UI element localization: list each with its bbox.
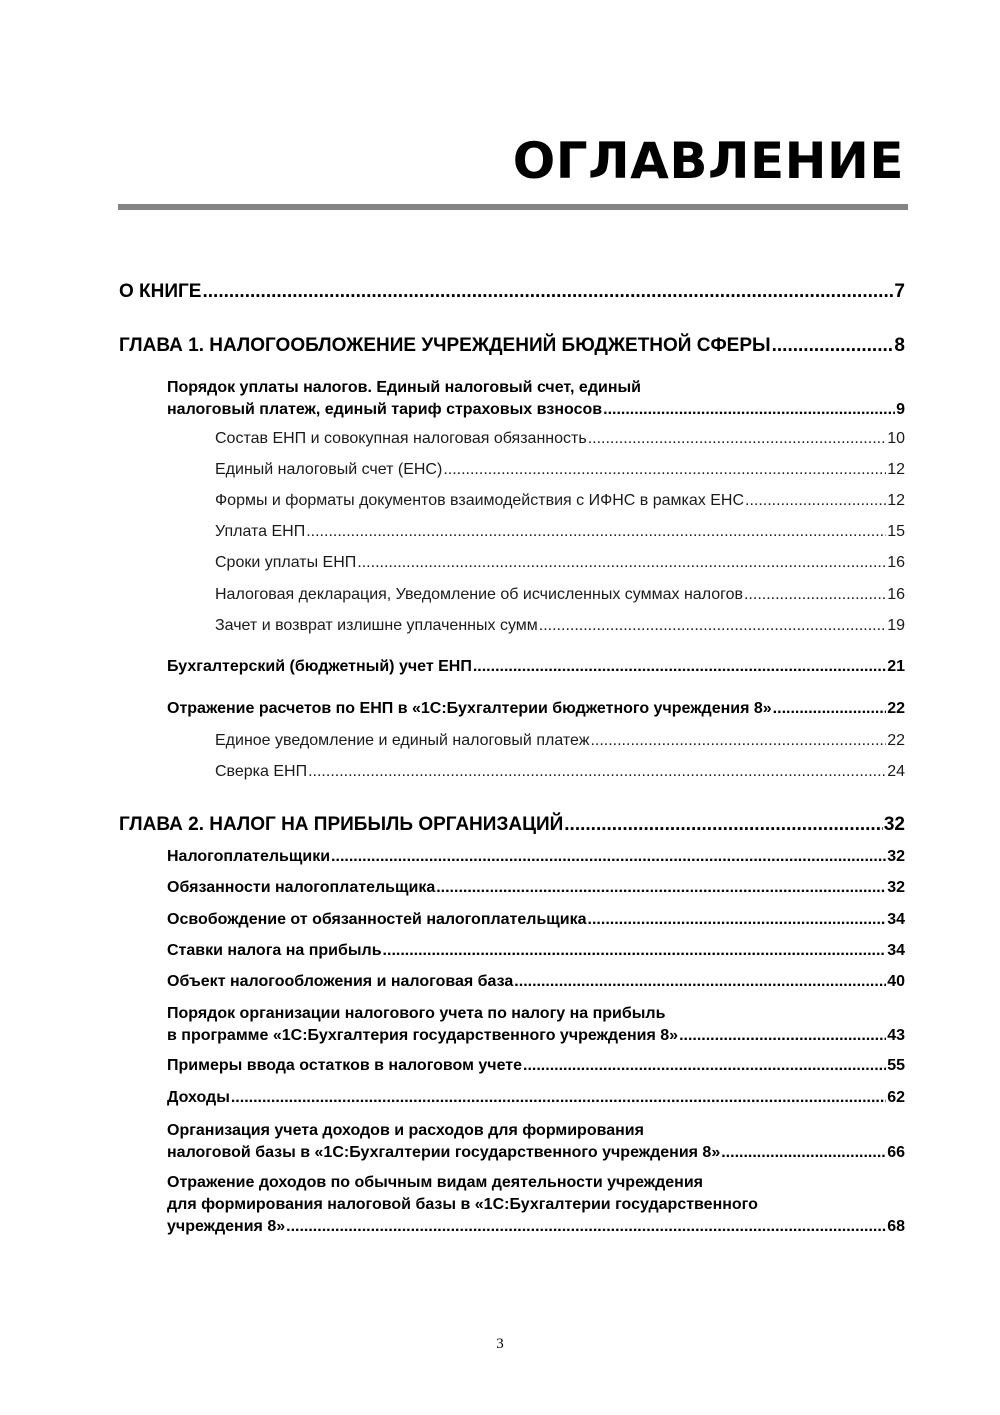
toc-entry-title-line: для формирования налоговой базы в «1С:Бухгалтерии государственного <box>167 1196 758 1213</box>
page-number: 3 <box>496 1336 504 1352</box>
toc-entry-title: Зачет и возврат излишне уплаченных сумм <box>215 617 538 634</box>
toc-page-number: 16 <box>887 554 905 571</box>
toc-entry-title: Доходы <box>167 1089 230 1106</box>
toc-entry-title: Освобождение от обязанностей налогоплательщика <box>167 911 587 928</box>
toc-page-number: 16 <box>887 586 905 603</box>
dot-leader <box>679 1025 886 1047</box>
toc-entry-tax-accounting-order[interactable] <box>167 1003 905 1047</box>
page-title: ОГЛАВЛЕНИЕ <box>512 132 904 190</box>
toc-entry-title: Состав ЕНП и совокупная налоговая обязанность <box>215 430 587 447</box>
toc-entry-document-forms[interactable] <box>215 492 905 510</box>
toc-page-number: 32 <box>883 814 905 835</box>
dot-leader <box>744 586 886 604</box>
toc-page-number: 34 <box>887 911 905 928</box>
toc-entry-chapter-1[interactable] <box>119 335 905 357</box>
toc-entry-tax-object[interactable] <box>167 973 905 991</box>
dot-leader <box>231 1089 886 1107</box>
toc-entry-accounting-enp[interactable] <box>167 658 905 676</box>
toc-entry-taxpayers[interactable] <box>167 848 905 866</box>
toc-entry-title: Формы и форматы документов взаимодействия с ИФНС в рамках ЕНС <box>215 492 744 509</box>
toc-page-number: 68 <box>887 1218 905 1235</box>
toc-entry-title-line: в программе «1С:Бухгалтерия государственного учреждения 8» <box>167 1027 679 1044</box>
toc-page-number: 43 <box>887 1027 905 1044</box>
dot-leader <box>306 523 886 541</box>
toc-entry-title: Обязанности налогоплательщика <box>167 879 436 896</box>
toc-entry-title-line: Порядок уплаты налогов. Единый налоговый счет, единый <box>167 379 641 396</box>
dot-leader <box>590 732 886 750</box>
toc-entry-duty-exemption[interactable] <box>167 911 905 929</box>
toc-entry-title: ГЛАВА 2. НАЛОГ НА ПРИБЫЛЬ ОРГАНИЗАЦИЙ <box>119 814 564 835</box>
dot-leader <box>588 911 887 929</box>
toc-entry-title: Уплата ЕНП <box>215 523 306 540</box>
dot-leader <box>773 700 887 718</box>
toc-entry-title: Объект налогообложения и налоговая база <box>167 973 514 990</box>
toc-entry-enp-payment[interactable] <box>215 523 905 541</box>
toc-page-number: 7 <box>894 281 905 302</box>
toc-page-number: 32 <box>887 848 905 865</box>
toc-entry-title: Единое уведомление и единый налоговый платеж <box>215 732 590 749</box>
title-divider <box>118 204 908 210</box>
toc-entry-title-line: налоговой базы в «1С:Бухгалтерии государственного учреждения 8» <box>167 1144 721 1161</box>
dot-leader <box>772 335 894 357</box>
toc-page-number: 32 <box>887 879 905 896</box>
dot-leader <box>603 399 895 421</box>
toc-entry-title: Примеры ввода остатков в налоговом учете <box>167 1057 523 1074</box>
toc-entry-title: О КНИГЕ <box>119 281 202 302</box>
toc-entry-offset-refund[interactable] <box>215 617 905 635</box>
dot-leader <box>745 492 886 510</box>
dot-leader <box>286 1216 886 1238</box>
dot-leader <box>357 554 886 572</box>
toc-entry-tax-declaration[interactable] <box>215 586 905 604</box>
toc-entry-taxpayer-duties[interactable] <box>167 879 905 897</box>
toc-page-number: 22 <box>887 700 905 717</box>
toc-entry-title: ГЛАВА 1. НАЛОГООБЛОЖЕНИЕ УЧРЕЖДЕНИЙ БЮДЖЕТНОЙ СФЕРЫ <box>119 335 771 356</box>
dot-leader <box>564 814 883 836</box>
dot-leader <box>383 942 887 960</box>
dot-leader <box>721 1142 886 1164</box>
toc-entry-enp-deadlines[interactable] <box>215 554 905 572</box>
toc-entry-single-notification[interactable] <box>215 732 905 750</box>
dot-leader <box>308 763 886 781</box>
dot-leader <box>539 617 886 635</box>
toc-page-number: 24 <box>887 763 905 780</box>
dot-leader <box>514 973 886 991</box>
toc-entry-title: Сверка ЕНП <box>215 763 308 780</box>
dot-leader <box>523 1057 886 1075</box>
toc-page-number: 19 <box>887 617 905 634</box>
toc-entry-chapter-2[interactable] <box>119 814 905 836</box>
toc-entry-title-line: Отражение доходов по обычным видам деятельности учреждения <box>167 1174 703 1191</box>
toc-entry-title: Сроки уплаты ЕНП <box>215 554 357 571</box>
toc-entry-title-line: учреждения 8» <box>167 1218 286 1235</box>
toc-entry-title: Налогоплательщики <box>167 848 331 865</box>
dot-leader <box>436 879 886 897</box>
toc-page-number: 8 <box>894 335 905 356</box>
toc-page-number: 12 <box>887 461 905 478</box>
toc-page-number: 55 <box>887 1057 905 1074</box>
toc-entry-tax-payment-order[interactable] <box>167 377 905 421</box>
toc-entry-title: Бухгалтерский (бюджетный) учет ЕНП <box>167 658 472 675</box>
toc-entry-about-book[interactable] <box>119 281 905 303</box>
toc-entry-enp-composition[interactable] <box>215 430 905 448</box>
toc-page-number: 62 <box>887 1089 905 1106</box>
toc-entry-enp-reconciliation[interactable] <box>215 763 905 781</box>
toc-entry-title: Отражение расчетов по ЕНП в «1С:Бухгалтерии бюджетного учреждения 8» <box>167 700 772 717</box>
toc-entry-tax-rates[interactable] <box>167 942 905 960</box>
toc-entry-balance-examples[interactable] <box>167 1057 905 1075</box>
toc-entry-title-line: налоговый платеж, единый тариф страховых взносов <box>167 401 603 418</box>
toc-entry-title: Налоговая декларация, Уведомление об исчисленных суммах налогов <box>215 586 743 603</box>
dot-leader <box>588 430 887 448</box>
toc-entry-income[interactable] <box>167 1089 905 1107</box>
toc-page-number: 12 <box>887 492 905 509</box>
toc-page-number: 66 <box>887 1144 905 1161</box>
toc-entry-title-line: Порядок организации налогового учета по налогу на прибыль <box>167 1005 666 1022</box>
dot-leader <box>331 848 886 866</box>
toc-entry-title-line: Организация учета доходов и расходов для формирования <box>167 1122 644 1139</box>
dot-leader <box>473 658 886 676</box>
toc-page-number: 10 <box>887 430 905 447</box>
toc-entry-enp-in-1c[interactable] <box>167 700 905 718</box>
toc-page-number: 21 <box>887 658 905 675</box>
toc-entry-income-expense-accounting[interactable] <box>167 1120 905 1164</box>
toc-page-number: 9 <box>896 401 905 418</box>
toc-page-number: 22 <box>887 732 905 749</box>
toc-entry-title: Ставки налога на прибыль <box>167 942 382 959</box>
dot-leader <box>202 281 893 303</box>
toc-entry-ordinary-income[interactable] <box>167 1172 905 1238</box>
toc-page-number: 34 <box>887 942 905 959</box>
toc-entry-title: Единый налоговый счет (ЕНС) <box>215 461 443 478</box>
toc-page-number: 40 <box>887 973 905 990</box>
dot-leader <box>443 461 886 479</box>
toc-page-number: 15 <box>887 523 905 540</box>
toc-entry-ens[interactable] <box>215 461 905 479</box>
